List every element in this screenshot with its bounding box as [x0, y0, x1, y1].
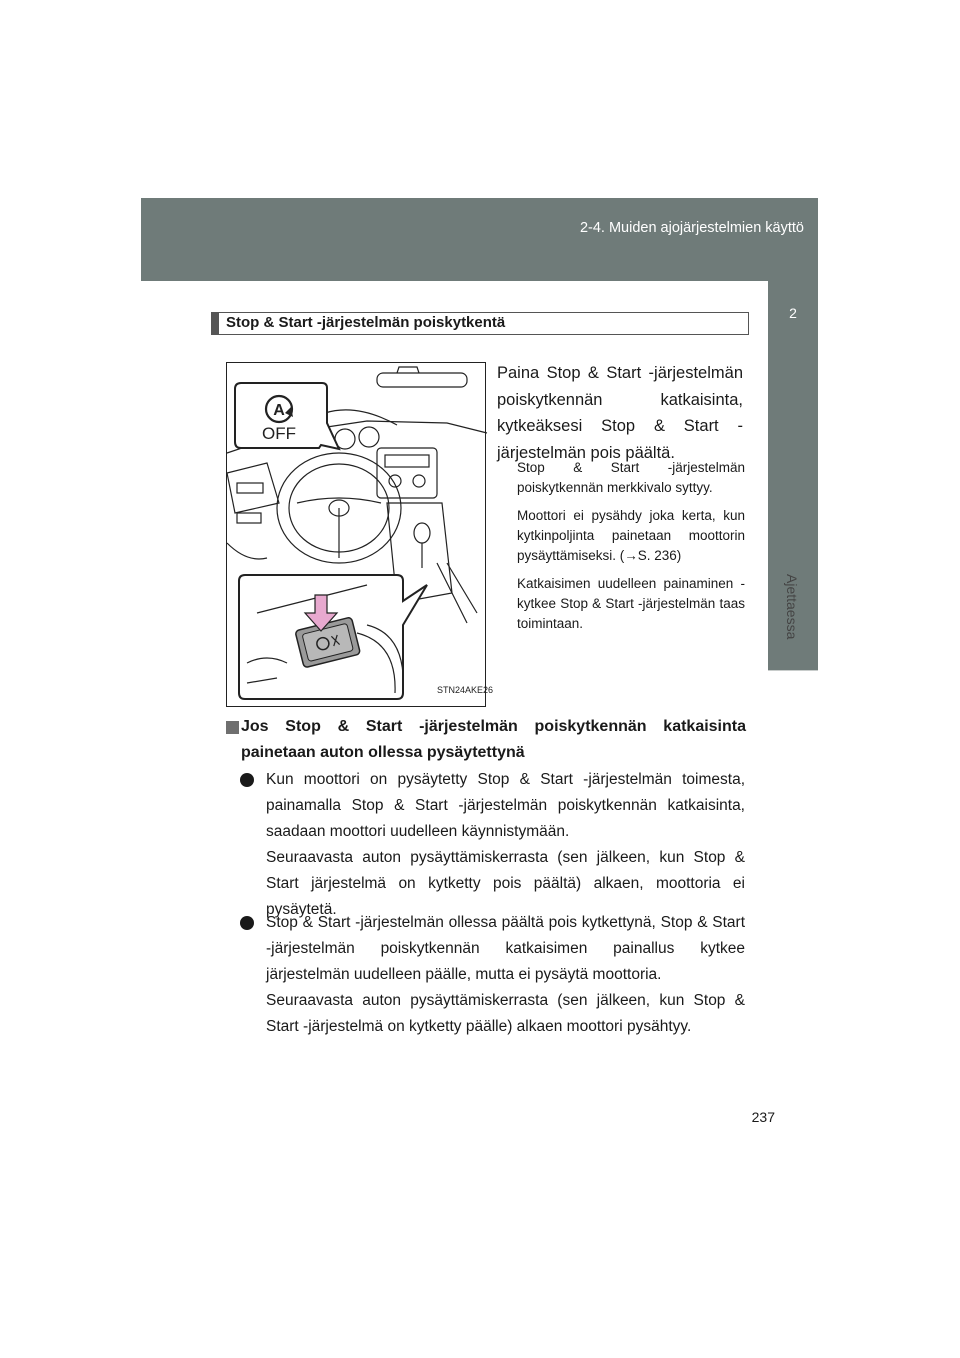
- section-title-box: [211, 312, 749, 335]
- bullet-dot-icon: [240, 916, 254, 930]
- chapter-title: 2-4. Muiden ajojärjestelmien käyttö: [579, 220, 804, 236]
- chapter-header: [141, 198, 818, 281]
- side-tab-divider: [768, 670, 818, 671]
- switch-letter: A: [273, 402, 285, 419]
- bullet-dot-icon: [240, 773, 254, 787]
- dashboard-illustration: [226, 362, 494, 707]
- note-clutch: Moottori ei pysähdy joka kerta, kun kytkinpoljinta painetaan moottorin pysäyttämiseksi. (→S. 236): [517, 508, 745, 563]
- bullet-item: [240, 767, 745, 923]
- bullet-text: Stop & Start -järjestelmän ollessa päältä pois kytkettynä, Stop & Start -järjestelmän poiskytkennän katkaisimen painallus kytkee järjestelmän uudelleen päälle, mutta ei pysäytä moottoria.: [266, 914, 745, 983]
- bullet-followup: Seuraavasta auton pysäyttämiskerrasta (sen jälkeen, kun Stop & Start -järjestelmä on kytketty päälle) alkaen moottori pysähtyy.: [266, 992, 745, 1035]
- section-title-marker: [211, 312, 219, 335]
- chapter-side-label: Ajettaessa: [784, 574, 800, 640]
- subsection-heading-text: Jos Stop & Start -järjestelmän poiskytkennän katkaisinta painetaan auton ollessa pysäytettynä: [241, 718, 746, 761]
- subsection-heading: [226, 714, 746, 766]
- section-title: Stop & Start -järjestelmän poiskytkentä: [226, 314, 506, 331]
- square-bullet-icon: [226, 721, 239, 734]
- page-number: 237: [751, 1109, 775, 1125]
- figure-code: STN24AKE26: [437, 685, 494, 695]
- note-indicator: Stop & Start -järjestelmän poiskytkennän merkkivalo syttyy.: [517, 460, 745, 495]
- note-reactivate: Katkaisimen uudelleen painaminen -kytkee Stop & Start -järjestelmän taas toimintaan.: [517, 576, 745, 631]
- intro-paragraph: Paina Stop & Start -järjestelmän poiskytkennän katkaisinta, kytkeäksesi Stop & Start -järjestelmän pois päältä.: [497, 364, 743, 462]
- dashboard-drawing: [227, 363, 494, 708]
- chapter-number: 2: [789, 305, 797, 321]
- switch-off-label: OFF: [262, 424, 296, 443]
- bullet-text: Kun moottori on pysäytetty Stop & Start -järjestelmän toimesta, painamalla Stop & Start -järjestelmän poiskytkennän katkaisinta, saadaan moottori uudelleen käynnistymään.: [266, 771, 745, 840]
- bullet-followup: Seuraavasta auton pysäyttämiskerrasta (sen jälkeen, kun Stop & Start järjestelmä on kytketty pois päältä) alkaen, moottoria ei pysäytetä.: [266, 849, 745, 918]
- bullet-item: [240, 910, 745, 1040]
